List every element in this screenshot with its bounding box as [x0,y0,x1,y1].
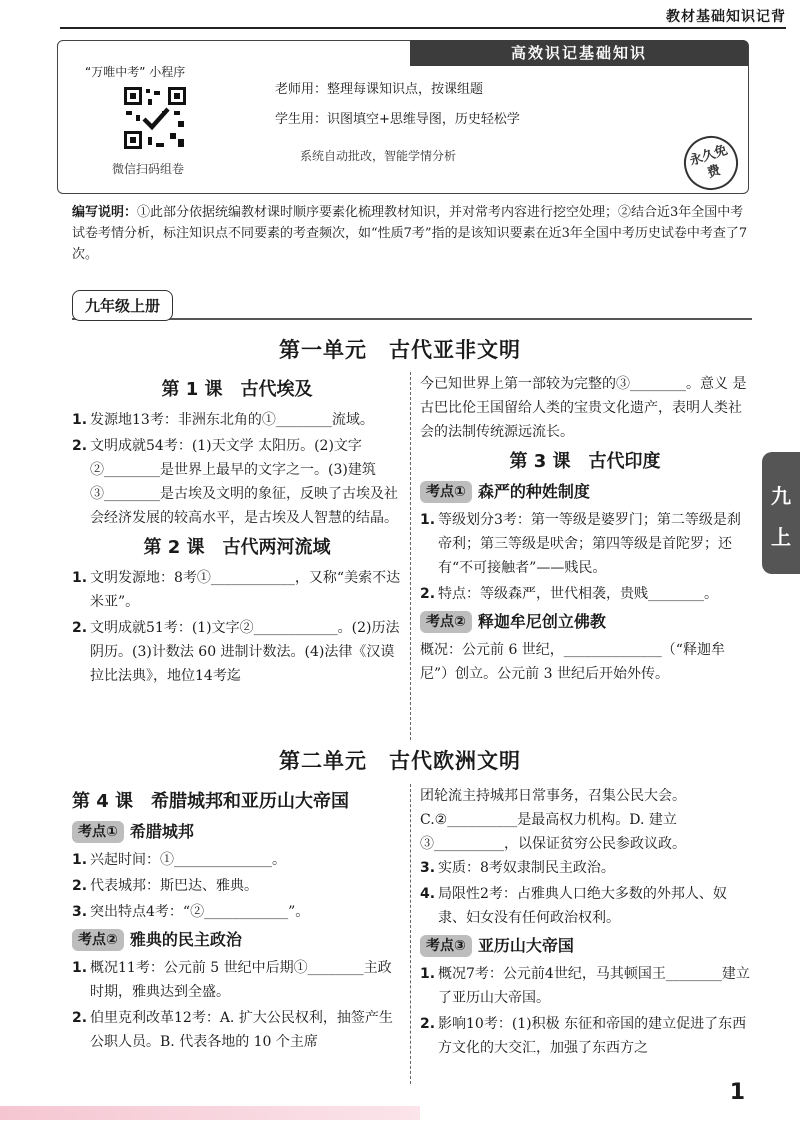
kaodian-header [420,610,750,634]
item-number: 2. [420,1016,436,1032]
bottom-decoration [0,1106,420,1120]
item-number: 1. [72,960,88,976]
list-item [420,508,750,580]
student-use-line: 学生用：识图填空+思维导图，历史轻松学 [275,112,520,127]
list-item [420,1012,750,1060]
kaodian-header [72,820,402,844]
kaodian-tag: 考点③ [420,935,472,957]
note-text: ①此部分依据统编教材课时顺序要素化梳理教材知识，并对常考内容进行挖空处理；②结合近3年全国中考试卷考情分析，标注知识点不同要素的考查频次，如“性质7考”指的是该知识要素在近3年全国中考历史试卷中考查了7次。 [72,205,748,262]
item-number: 2. [420,586,436,602]
lesson2-continuation: 今已知世界上第一部较为完整的③________。意义 是古巴比伦王国留给人类的宝贵文化遗产，表明人类社会的法制传统源远流长。 [420,376,747,440]
item-text: 局限性2考：占雅典人口绝大多数的外邦人、奴隶、妇女没有任何政治权利。 [438,886,727,926]
item-text: 兴起时间：①______________。 [90,852,286,868]
item-text: 概况11考：公元前 5 世纪中后期①________主政时期，雅典达到全盛。 [90,960,392,1000]
item-text: 文明发源地：8考①____________，又称“美索不达米亚”。 [90,570,401,610]
kaodian-header [420,480,750,504]
teacher-use-line: 老师用：整理每课知识点，按课组题 [275,82,484,97]
kaodian-title: 亚历山大帝国 [477,936,574,955]
item-number: 2. [72,878,88,894]
unit2-right-column [420,784,750,1062]
item-text: 文明成就54考：(1)天文学 太阳历。(2)文字②________是世界上最早的文字之一。(3)建筑③________是古埃及文明的象征，反映了古埃及社会经济发展的较高水平，是古埃及人智慧的结晶。 [90,438,398,526]
side-tab-line1: 九 [771,484,791,508]
item-number: 1. [72,852,88,868]
scan-caption: 微信扫码组卷 [112,162,185,176]
unit1-left-column [72,372,402,690]
qr-code-icon[interactable] [122,85,188,151]
grade-label: 九年级上册 [72,290,173,321]
item-number: 1. [72,412,88,428]
item-number: 1. [420,966,436,982]
item-number: 3. [420,860,436,876]
promo-banner: 高效识记基础知识 [410,40,748,66]
item-text: 概况7考：公元前4世纪，马其顿国王________建立了亚历山大帝国。 [438,966,750,1006]
unit1-title: 第一单元 古代亚非文明 [279,338,521,362]
list-item [72,848,402,872]
kaodian-text: 概况：公元前 6 世纪，______________（“释迦牟尼”）创立。公元前 3 世纪后开始外传。 [420,642,725,682]
running-header: 教材基础知识记背 [666,9,786,25]
unit2-left-column [72,784,402,1056]
reform-continuation: 团轮流主持城邦日常事务，召集公民大会。C.②__________是最高权力机构。D. 建立③__________，以保证贫穷公民参政议政。 [420,788,686,852]
side-tab-line2: 上 [771,525,791,549]
column-divider [410,784,411,1084]
item-text: 发源地13考：非洲东北角的①________流域。 [90,412,374,428]
item-text: 代表城邦：斯巴达、雅典。 [90,878,258,894]
kaodian-header [420,934,750,958]
kaodian-title: 森严的种姓制度 [477,482,590,501]
lesson2-title: 第 2 课 古代两河流域 [143,537,331,558]
kaodian-tag: 考点① [72,821,124,843]
list-item [72,956,402,1004]
list-item [420,882,750,930]
item-text: 伯里克利改革12考：A. 扩大公民权利，抽签产生公职人员。B. 代表各地的 10 个主席 [90,1010,393,1050]
header-rule [60,27,786,29]
kaodian-header [72,928,402,952]
list-item [420,962,750,1010]
unit2-title: 第二单元 古代欧洲文明 [279,749,521,773]
list-item [72,566,402,614]
item-number: 2. [72,620,88,636]
kaodian-tag: 考点① [420,481,472,503]
grade-side-tab[interactable] [762,452,800,574]
item-text: 突出特点4考：“②____________”。 [90,904,310,920]
list-item [72,874,402,898]
lesson4-title: 第 4 课 希腊城邦和亚历山大帝国 [72,791,350,812]
free-stamp: 永久免费 [677,129,745,197]
item-text: 等级划分3考：第一等级是婆罗门；第二等级是刹帝利；第三等级是吠舍；第四等级是首陀罗；还有“不可接触者”——贱民。 [438,512,741,576]
list-item [72,616,402,688]
item-number: 2. [72,438,88,454]
item-number: 1. [72,570,88,586]
item-number: 2. [72,1010,88,1026]
item-number: 4. [420,886,436,902]
item-text: 文明成就51考：(1)文字②____________。(2)历法 阴历。(3)计数法 60 进制计数法。(4)法律《汉谟拉比法典》，地位14考迄 [90,620,400,684]
item-number: 1. [420,512,436,528]
kaodian-title: 雅典的民主政治 [129,930,242,949]
lesson3-title: 第 3 课 古代印度 [509,451,661,472]
kaodian-title: 释迦牟尼创立佛教 [477,612,606,631]
system-feature-line: 系统自动批改，智能学情分析 [300,149,457,163]
list-item [420,582,750,606]
grade-rule [72,318,752,320]
note-label: 编写说明： [72,205,138,220]
lesson1-title: 第 1 课 古代埃及 [161,379,313,400]
column-divider [410,372,411,740]
item-number: 3. [72,904,88,920]
unit1-right-column [420,372,750,686]
mini-program-label: “万唯中考” 小程序 [85,65,186,79]
editorial-note [72,202,750,265]
kaodian-tag: 考点② [72,929,124,951]
list-item [72,408,402,432]
item-text: 实质：8考奴隶制民主政治。 [438,860,615,876]
page-number: 1 [729,1080,745,1105]
kaodian-title: 希腊城邦 [129,822,194,841]
item-text: 影响10考：(1)积极 东征和帝国的建立促进了东西方文化的大交汇，加强了东西方之 [438,1016,747,1056]
item-text: 特点：等级森严，世代相袭，贵贱________。 [438,586,718,602]
list-item [72,900,402,924]
kaodian-tag: 考点② [420,611,472,633]
list-item [420,856,750,880]
list-item [72,1006,402,1054]
list-item [72,434,402,530]
